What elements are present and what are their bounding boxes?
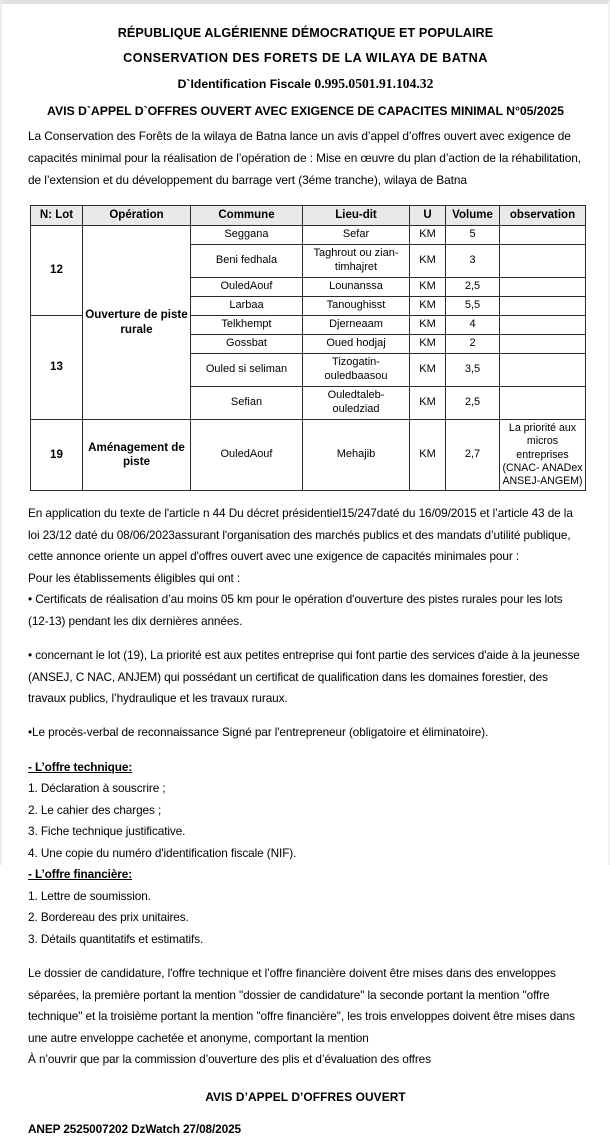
header-fiscal-id-line <box>28 76 583 92</box>
financial-offer-heading: - L’offre financière: <box>28 867 133 882</box>
cell-commune: Ouled si seliman <box>191 354 303 387</box>
cell-lieudit: Ouledtaleb-ouledziad <box>303 387 410 420</box>
cell-commune: Beni fedhala <box>191 245 303 278</box>
cell-commune: Sefian <box>191 387 303 420</box>
cell-commune: OuledAouf <box>191 278 303 297</box>
cell-lieudit: Mehajib <box>303 420 410 491</box>
fiscal-id-label: D`Identification Fiscale <box>177 77 315 91</box>
cell-unit: KM <box>410 335 446 354</box>
technical-offer-heading: - L’offre technique: <box>28 759 133 774</box>
cell-commune: Gossbat <box>191 335 303 354</box>
cell-unit: KM <box>410 226 446 245</box>
cell-volume: 2,7 <box>446 420 500 491</box>
paragraph-legal-basis: En application du texte de l'article n 44 Du décret présidentiel15/247daté du 16/09/2015 et l’article 43 de la loi 23/12 daté du 08/06/2023assurant l'organisation des marchés publics et des mandats d’utilité publique, cette annonce oriente un appel d'offres ouvert avec une exigence de capacités minimales pour : <box>28 506 573 564</box>
cell-observation <box>500 354 586 387</box>
cell-volume: 3,5 <box>446 354 500 387</box>
operation-ouverture-piste-rurale: Ouverture de piste rurale <box>83 226 191 420</box>
cell-volume: 5 <box>446 226 500 245</box>
cell-observation <box>500 245 586 278</box>
table-header-row <box>31 206 586 226</box>
cell-unit: KM <box>410 420 446 491</box>
cell-lieudit: Tizogatin-ouledbaasou <box>303 354 410 387</box>
cell-lieudit: Taghrout ou zian-timhajret <box>303 245 410 278</box>
footer-anep-reference: ANEP 2525007202 DzWatch 27/08/2025 <box>28 1122 242 1136</box>
table-row <box>31 420 586 491</box>
cell-volume: 3 <box>446 245 500 278</box>
fiscal-id-value: 0.995.0501.91.104.32 <box>314 76 434 91</box>
cell-unit: KM <box>410 354 446 387</box>
cell-observation <box>500 316 586 335</box>
cell-observation: La priorité aux micros entreprises (CNAC- ANADex ANSEJ-ANGEM) <box>500 420 586 491</box>
cell-unit: KM <box>410 245 446 278</box>
technical-offer-item-4: 4. Une copie du numéro d'identification fiscale (NIF). <box>28 845 297 860</box>
header-tender-title: AVIS D`APPEL D`OFFRES OUVERT AVEC EXIGENCE DE CAPACITES MINIMAL N°05/2025 <box>47 104 564 118</box>
cell-lieudit: Sefar <box>303 226 410 245</box>
cell-unit: KM <box>410 297 446 316</box>
cell-observation <box>500 387 586 420</box>
header-republic-line: RÉPUBLIQUE ALGÉRIENNE DÉMOCRATIQUE ET POPULAIRE <box>117 26 494 40</box>
cell-lieudit: Djerneaam <box>303 316 410 335</box>
paragraph-envelope-instructions: Le dossier de candidature, l'offre technique et l’offre financière doivent être mises dans des enveloppes séparées, la première portant la mention "dossier de candidature" la seconde portant la mention "offre technique" et la troisième portant la mention "offre financière", les trois enveloppes doivent être mises dans une autre enveloppe cachetée et anonyme, comportant la mention <box>28 966 575 1045</box>
col-header-lieudit: Lieu-dit <box>303 206 410 226</box>
cell-volume: 2 <box>446 335 500 354</box>
col-header-unit: U <box>410 206 446 226</box>
cell-unit: KM <box>410 316 446 335</box>
cell-observation <box>500 335 586 354</box>
col-header-observation: observation <box>500 206 586 226</box>
body-text <box>28 503 583 1070</box>
cell-volume: 2,5 <box>446 278 500 297</box>
intro-paragraph: La Conservation des Forêts de la wilaya de Batna lance un avis d’appel d’offres ouvert avec exigence de capacités minimal pour la réalisation de l’opération de : Mise en œuvre du plan d’action de la réhabilitation, de l’extension et du développement du barrage vert (3éme tranche), wilaya de Batna <box>28 129 582 188</box>
bullet-lot-19-priority: • concernant le lot (19), La priorité est aux petites entreprise qui font partie des services d'aide à la jeunesse (ANSEJ, C NAC, ANJEM) qui possédant un certificat de qualification dans les domaines forestier, des travaux publics, l’hydraulique et les travaux ruraux. <box>28 648 580 705</box>
document-header <box>28 26 583 118</box>
col-header-volume: Volume <box>446 206 500 226</box>
bullet-proces-verbal: •Le procès-verbal de reconnaissance Signé par l'entrepreneur (obligatoire et éliminatoire). <box>28 725 489 740</box>
cell-unit: KM <box>410 278 446 297</box>
financial-offer-item-2: 2. Bordereau des prix unitaires. <box>28 910 189 925</box>
bullet-certificates-lots-12-13: • Certificats de réalisation d’au moins 05 km pour le opération d'ouverture des pistes rurales pour les lots (12-13) pendant les dix dernières années. <box>28 592 563 628</box>
cell-observation <box>500 278 586 297</box>
cell-commune: OuledAouf <box>191 420 303 491</box>
footer-signature: AVIS D’APPEL D’OFFRES OUVERT <box>205 1090 406 1105</box>
cell-volume: 5,5 <box>446 297 500 316</box>
col-header-lot: N: Lot <box>31 206 83 226</box>
paragraph-opening-commission: À n’ouvrir que par la commission d’ouverture des plis et d’évaluation des offres <box>28 1052 431 1066</box>
cell-observation <box>500 297 586 316</box>
financial-offer-item-3: 3. Détails quantitatifs et estimatifs. <box>28 931 204 946</box>
cell-commune: Telkhempt <box>191 316 303 335</box>
cell-lieudit: Oued hodjaj <box>303 335 410 354</box>
cell-lieudit: Tanoughisst <box>303 297 410 316</box>
technical-offer-item-2: 2. Le cahier des charges ; <box>28 802 162 817</box>
cell-unit: KM <box>410 387 446 420</box>
operation-amenagement-de-piste: Aménagement de piste <box>83 420 191 491</box>
lot-number-19: 19 <box>31 420 83 491</box>
technical-offer-item-3: 3. Fiche technique justificative. <box>28 824 186 839</box>
financial-offer-item-1: 1. Lettre de soumission. <box>28 888 151 903</box>
technical-offer-title <box>28 757 583 778</box>
cell-volume: 2,5 <box>446 387 500 420</box>
col-header-operation: Opération <box>83 206 191 226</box>
paragraph-eligible-establishments: Pour les établissements éligibles qui ont : <box>28 570 241 585</box>
header-organization-line: CONSERVATION DES FORETS DE LA WILAYA DE BATNA <box>123 51 488 65</box>
table-row <box>31 226 586 245</box>
lot-number-13: 13 <box>31 316 83 420</box>
cell-commune: Seggana <box>191 226 303 245</box>
financial-offer-title <box>28 864 583 885</box>
cell-commune: Larbaa <box>191 297 303 316</box>
lot-number-12: 12 <box>31 226 83 316</box>
technical-offer-item-1: 1. Déclaration à souscrire ; <box>28 781 166 796</box>
cell-observation <box>500 226 586 245</box>
lots-table <box>30 205 586 491</box>
col-header-commune: Commune <box>191 206 303 226</box>
cell-volume: 4 <box>446 316 500 335</box>
cell-lieudit: Lounanssa <box>303 278 410 297</box>
